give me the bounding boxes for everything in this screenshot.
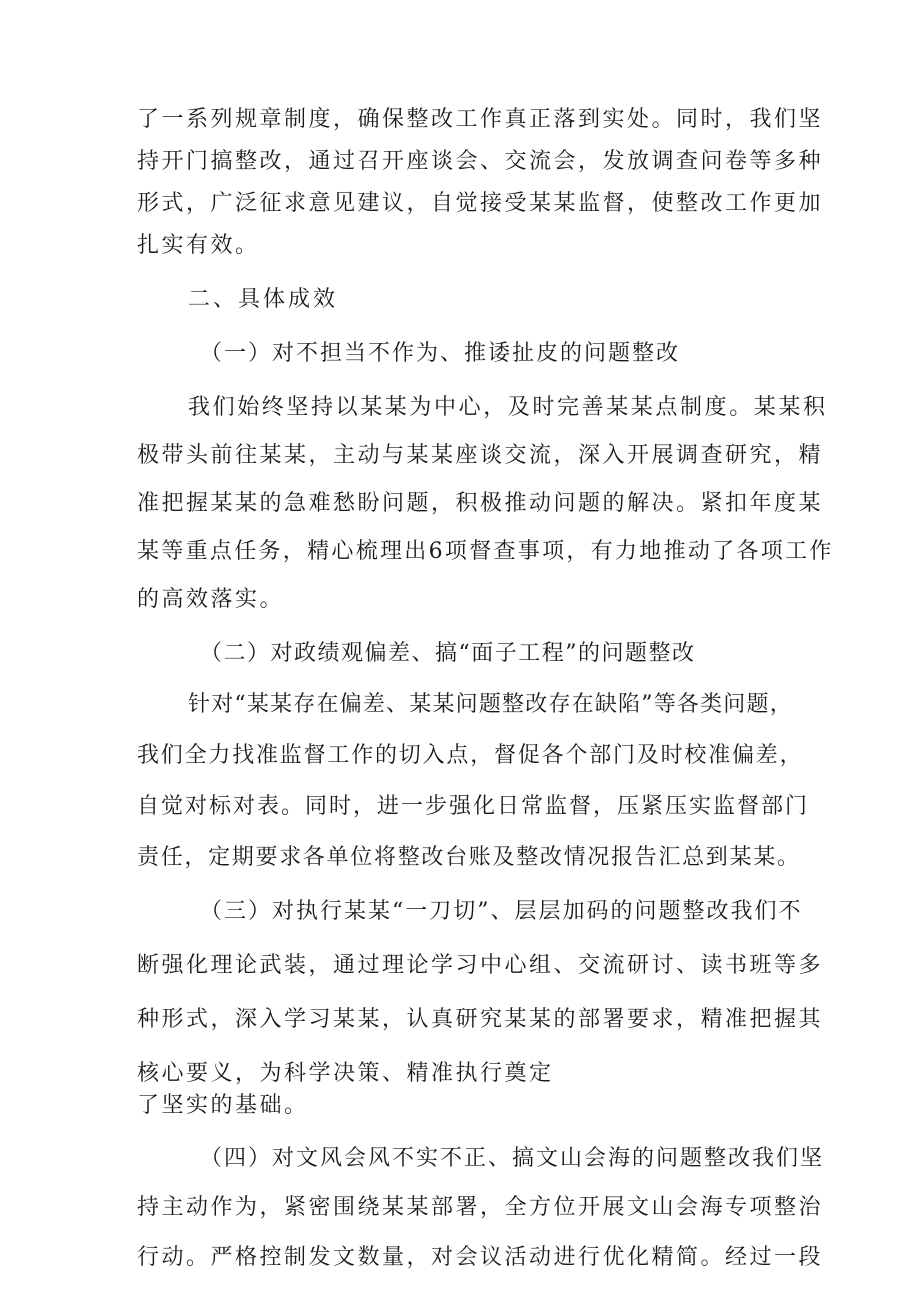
paragraph-line: 种形式，深入学习某某，认真研究某某的部署要求，精准把握其: [137, 1007, 824, 1032]
paragraph-line: 责任，定期要求各单位将整改台账及整改情况报告汇总到某某。: [137, 845, 801, 870]
paragraph-line: 核心要义，为科学决策、精准执行奠定: [137, 1061, 554, 1086]
paragraph-line: 的高效落实。: [137, 587, 285, 612]
paragraph-line: 我们全力找准监督工作的切入点，督促各个部门及时校准偏差，: [137, 743, 804, 768]
paragraph-line: 某等重点任务，精心梳理出6项督查事项，有力地推动了各项工作: [137, 539, 834, 564]
subsection-heading: （三）对执行某某“一刀切”、层层加码的问题整改我们不: [200, 899, 803, 924]
paragraph-line: 持开门搞整改，通过召开座谈会、交流会，发放调查问卷等多种: [137, 149, 824, 174]
subsection-heading: （四）对文风会风不实不正、搞文山会海的问题整改我们坚: [200, 1146, 825, 1171]
paragraph-line: 持主动作为，紧密围绕某某部署，全方位开展文山会海专项整治: [137, 1195, 824, 1220]
section-heading: 二、具体成效: [188, 287, 339, 312]
subsection-heading: （一）对不担当不作为、推诿扯皮的问题整改: [200, 341, 681, 366]
paragraph-line: 自觉对标对表。同时，进一步强化日常监督，压紧压实监督部门: [137, 794, 810, 819]
paragraph-line: 行动。严格控制发文数量，对会议活动进行优化精简。经过一段: [137, 1245, 824, 1270]
paragraph-line: 断强化理论武装，通过理论学习中心组、交流研讨、读书班等多: [137, 953, 824, 978]
paragraph-line: 扎实有效。: [137, 233, 260, 258]
paragraph-line: 形式，广泛征求意见建议，自觉接受某某监督，使整改工作更加: [137, 191, 824, 216]
paragraph-line: 我们始终坚持以某某为中心，及时完善某某点制度。某某积: [188, 395, 828, 420]
paragraph-line: 准把握某某的急难愁盼问题，积极推动问题的解决。紧扣年度某: [137, 491, 824, 516]
paragraph-line: 针对“某某存在偏差、某某问题整改存在缺陷”等各类问题，: [188, 692, 793, 717]
subsection-heading: （二）对政绩观偏差、搞“面子工程”的问题整改: [200, 641, 696, 666]
paragraph-line: 极带头前往某某，主动与某某座谈交流，深入开展调查研究，精: [137, 443, 824, 468]
paragraph-line: 了一系列规章制度，确保整改工作真正落到实处。同时，我们坚: [137, 107, 824, 132]
paragraph-line: 了坚实的基础。: [137, 1093, 309, 1118]
